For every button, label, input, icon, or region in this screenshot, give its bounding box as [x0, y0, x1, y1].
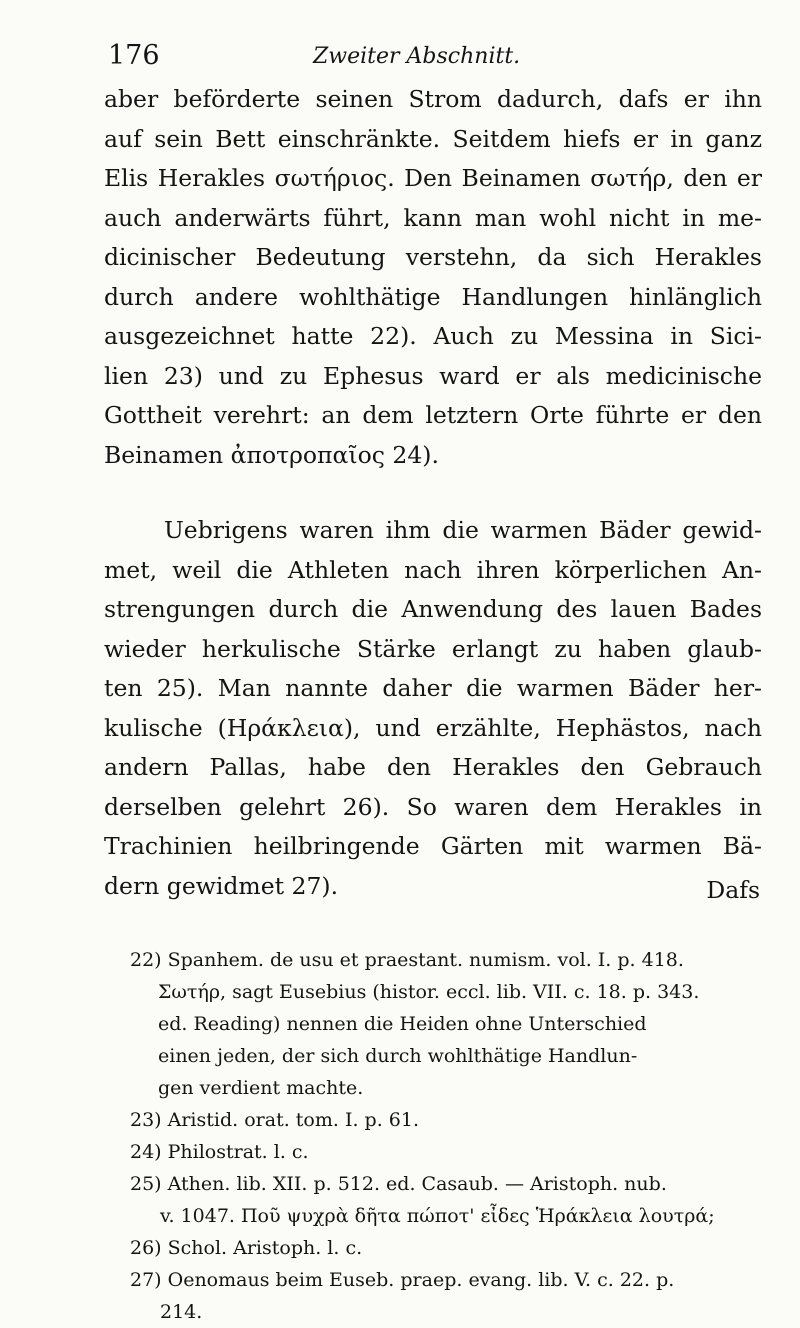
text-line: dern gewidmet 27).: [104, 871, 339, 900]
footnote-25: [130, 1168, 770, 1232]
text-line: kulische (Ηράκλεια), und erzählte, Hephästos, nach: [104, 713, 762, 742]
footnote-line: v. 1047. Ποῦ ψυχρὰ δῆτα πώποτ' εἶδες Ἡράκλεια λουτρά;: [160, 1205, 715, 1227]
footnote-24: [130, 1136, 770, 1168]
footnote-27: [130, 1264, 770, 1328]
text-line: derselben gelehrt 26). So waren dem Herakles in: [104, 792, 762, 821]
footnote-22: [130, 944, 770, 1104]
footnote-line: einen jeden, der sich durch wohlthätige Handlun-: [158, 1045, 638, 1067]
text-line: strengungen durch die Anwendung des lauen Bades: [104, 595, 762, 623]
text-line: aber beförderte seinen Strom dadurch, dafs er ihn: [104, 85, 762, 113]
text-line: auch anderwärts führt, kann man wohl nicht in me-: [104, 203, 762, 232]
catchword: Dafs: [706, 876, 760, 904]
text-line: andern Pallas, habe den Herakles den Gebrauch: [104, 753, 762, 781]
text-line: ten 25). Man nannte daher die warmen Bäder her-: [104, 674, 762, 702]
text-line: auf sein Bett einschränkte. Seitdem hiefs er in ganz: [104, 124, 762, 153]
text-line: Trachinien heilbringende Gärten mit warmen Bä-: [104, 832, 762, 860]
page-header: [108, 40, 758, 76]
footnote-line: 26) Schol. Aristoph. l. c.: [130, 1237, 363, 1259]
text-line: durch andere wohlthätige Handlungen hinlänglich: [104, 282, 762, 311]
page-number: 176: [108, 40, 160, 71]
text-line: Uebrigens waren ihm die warmen Bäder gewid-: [164, 516, 762, 544]
footnote-line: 23) Aristid. orat. tom. I. p. 61.: [130, 1109, 419, 1131]
footnote-26: [130, 1232, 770, 1264]
footnote-23: [130, 1104, 770, 1136]
footnote-line: 24) Philostrat. l. c.: [130, 1141, 309, 1163]
footnote-line: Σωτήρ, sagt Eusebius (histor. eccl. lib. VII. c. 18. p. 343.: [158, 981, 700, 1003]
footnotes: [130, 944, 770, 1328]
footnote-line: 22) Spanhem. de usu et praestant. numism. vol. I. p. 418.: [130, 949, 684, 971]
main-text: [104, 80, 762, 906]
running-title: Zweiter Abschnitt.: [313, 44, 521, 69]
footnote-line: 214.: [160, 1301, 203, 1323]
text-line: met, weil die Athleten nach ihren körperlichen An-: [104, 555, 762, 584]
text-line: wieder herkulische Stärke erlangt zu haben glaub-: [104, 634, 762, 663]
footnote-line: 25) Athen. lib. XII. p. 512. ed. Casaub. — Aristoph. nub.: [130, 1173, 667, 1195]
text-line: Beinamen ἀποτροπαῖος 24).: [104, 440, 439, 469]
footnote-line: gen verdient machte.: [158, 1077, 364, 1099]
footnote-line: ed. Reading) nennen die Heiden ohne Unterschied: [158, 1013, 647, 1035]
text-line: ausgezeichnet hatte 22). Auch zu Messina in Sici-: [104, 322, 762, 350]
text-line: Gottheit verehrt: an dem letztern Orte führte er den: [104, 401, 762, 429]
text-line: dicinischer Bedeutung verstehn, da sich Herakles: [104, 243, 762, 271]
text-line: lien 23) und zu Ephesus ward er als medicinische: [104, 361, 762, 390]
text-line: Elis Herakles σωτήριος. Den Beinamen σωτήρ, den er: [104, 164, 762, 192]
footnote-line: 27) Oenomaus beim Euseb. praep. evang. lib. V. c. 22. p.: [130, 1269, 675, 1291]
